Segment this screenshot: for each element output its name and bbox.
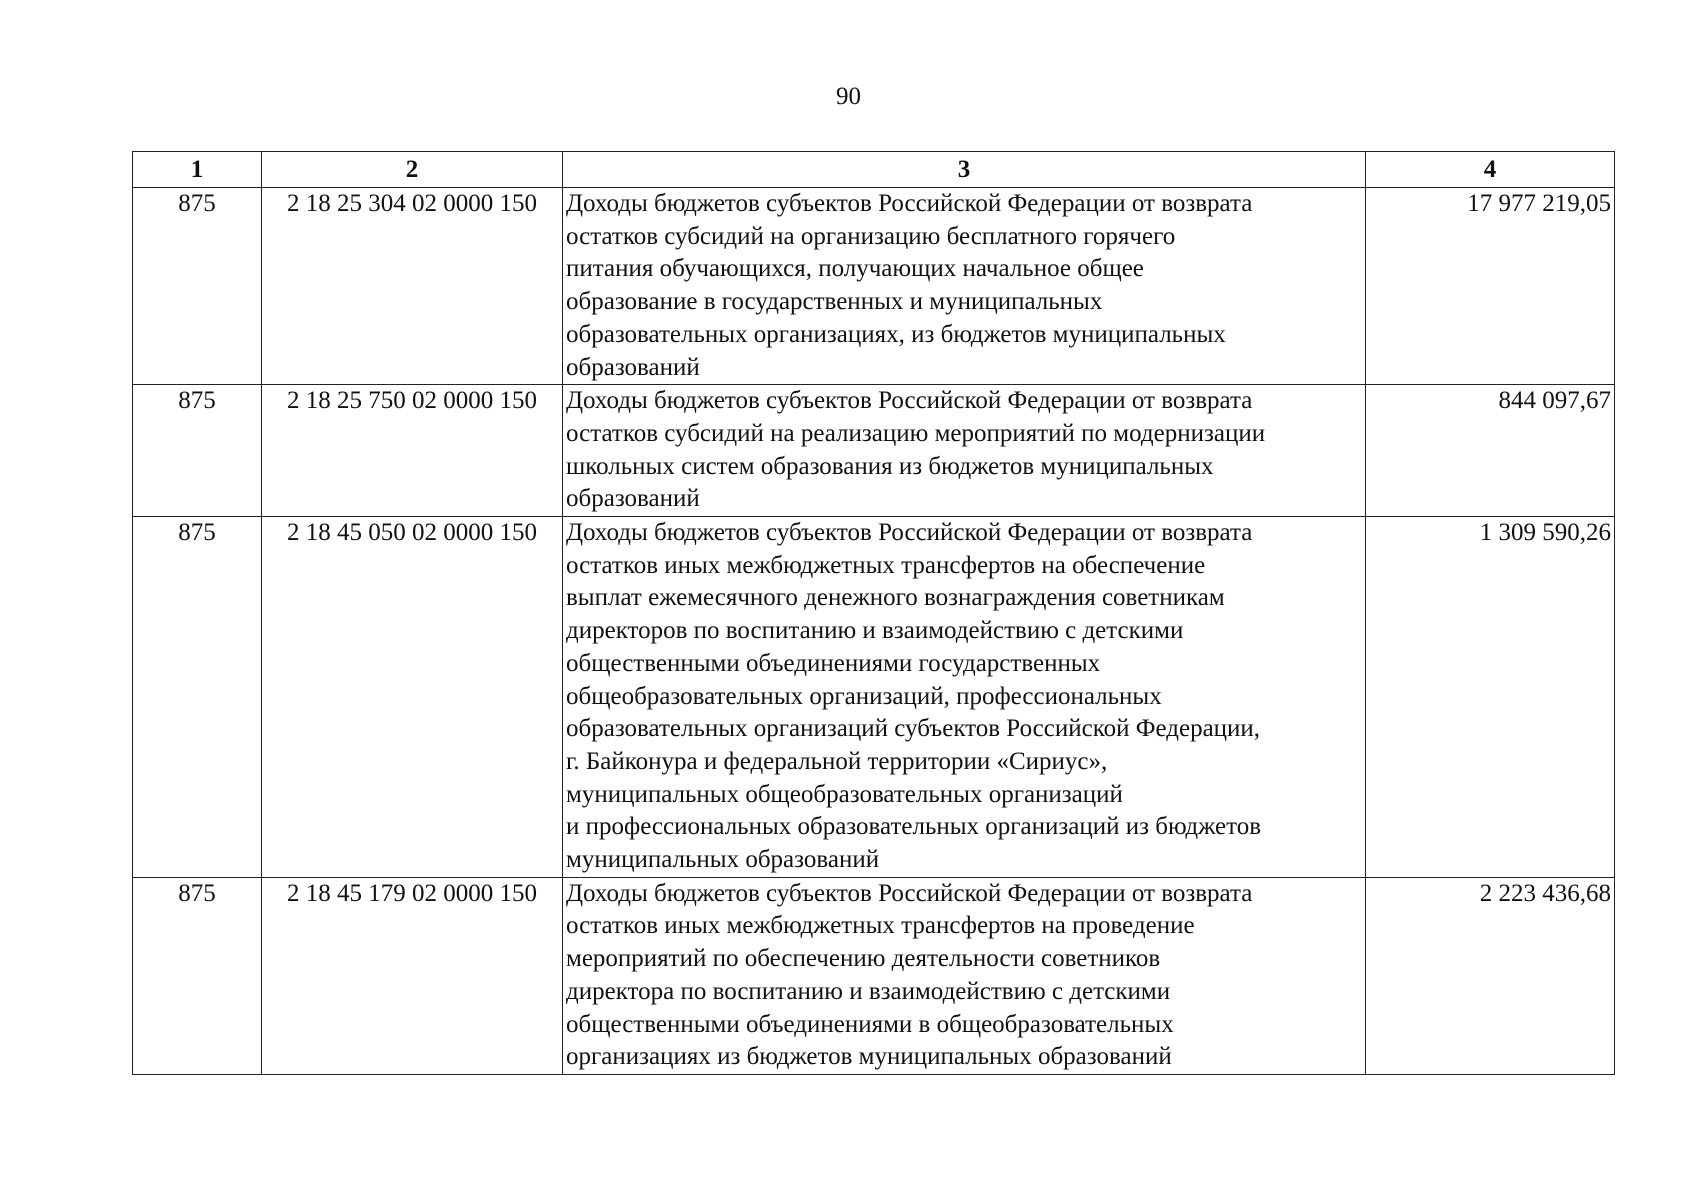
amount-cell: 2 223 436,68: [1366, 877, 1615, 1074]
revenue-name-cell: [563, 385, 1366, 517]
revenue-name-cell: [563, 877, 1366, 1074]
revenue-name-line: мероприятий по обеспечению деятельности советников: [566, 945, 1161, 973]
revenue-name-line: остатков субсидий на организацию бесплатного горячего: [566, 222, 1176, 250]
column-header-1: 1: [133, 152, 262, 188]
revenue-name-line: Доходы бюджетов субъектов Российской Федерации от возврата: [566, 879, 1253, 907]
table-row: [133, 517, 1615, 878]
column-header-3: 3: [563, 152, 1366, 188]
revenue-name-line: г. Байконура и федеральной территории «Сириус»,: [566, 747, 1108, 775]
revenue-name-line: образование в государственных и муниципальных: [566, 288, 1103, 316]
revenue-name-cell: [563, 188, 1366, 385]
table-row: [133, 188, 1615, 385]
revenue-name-line: образований: [566, 485, 700, 513]
budget-code-cell: 2 18 25 750 02 0000 150: [262, 385, 563, 517]
column-header-2: 2: [262, 152, 563, 188]
revenue-name-line: общественными объединениями в общеобразовательных: [566, 1010, 1174, 1038]
revenue-name-line: муниципальных общеобразовательных организаций: [566, 780, 1123, 808]
revenue-name-line: и профессиональных образовательных организаций из бюджетов: [566, 813, 1262, 841]
revenue-name-line: Доходы бюджетов субъектов Российской Федерации от возврата: [566, 387, 1253, 415]
admin-code-cell: 875: [133, 517, 262, 878]
revenue-name-line: Доходы бюджетов субъектов Российской Федерации от возврата: [566, 519, 1253, 547]
budget-code-cell: 2 18 25 304 02 0000 150: [262, 188, 563, 385]
revenue-name-line: общеобразовательных организаций, профессиональных: [566, 682, 1162, 710]
revenue-name-line: остатков субсидий на реализацию мероприятий по модернизации: [566, 419, 1266, 447]
revenue-name-line: остатков иных межбюджетных трансфертов на обеспечение: [566, 551, 1206, 579]
revenue-name-line: выплат ежемесячного денежного вознаграждения советникам: [566, 584, 1225, 612]
revenue-name-line: образовательных организаций субъектов Российской Федерации,: [566, 715, 1261, 743]
amount-cell: 17 977 219,05: [1366, 188, 1615, 385]
table-row: [133, 877, 1615, 1074]
revenue-name-line: школьных систем образования из бюджетов муниципальных: [566, 452, 1214, 480]
revenue-name-line: образовательных организациях, из бюджетов муниципальных: [566, 320, 1226, 348]
revenue-name-line: муниципальных образований: [566, 846, 880, 874]
revenue-name-line: общественными объединениями государственных: [566, 649, 1101, 677]
revenue-name-line: Доходы бюджетов субъектов Российской Федерации от возврата: [566, 190, 1253, 217]
budget-code-cell: 2 18 45 050 02 0000 150: [262, 517, 563, 878]
admin-code-cell: 875: [133, 188, 262, 385]
revenue-name-line: директора по воспитанию и взаимодействию с детскими: [566, 977, 1171, 1005]
revenue-name-cell: [563, 517, 1366, 878]
admin-code-cell: 875: [133, 877, 262, 1074]
revenue-table: [132, 151, 1615, 1075]
revenue-name-line: образований: [566, 353, 700, 381]
amount-cell: 1 309 590,26: [1366, 517, 1615, 878]
budget-code-cell: 2 18 45 179 02 0000 150: [262, 877, 563, 1074]
amount-cell: 844 097,67: [1366, 385, 1615, 517]
revenue-name-line: питания обучающихся, получающих начальное общее: [566, 255, 1144, 283]
column-header-4: 4: [1366, 152, 1615, 188]
revenue-name-line: организациях из бюджетов муниципальных образований: [566, 1043, 1172, 1071]
revenue-name-line: остатков иных межбюджетных трансфертов на проведение: [566, 912, 1195, 940]
table-row: [133, 385, 1615, 517]
table-header-row: [133, 152, 1615, 188]
admin-code-cell: 875: [133, 385, 262, 517]
revenue-name-line: директоров по воспитанию и взаимодействию с детскими: [566, 617, 1184, 645]
page-number: 90: [836, 83, 861, 110]
